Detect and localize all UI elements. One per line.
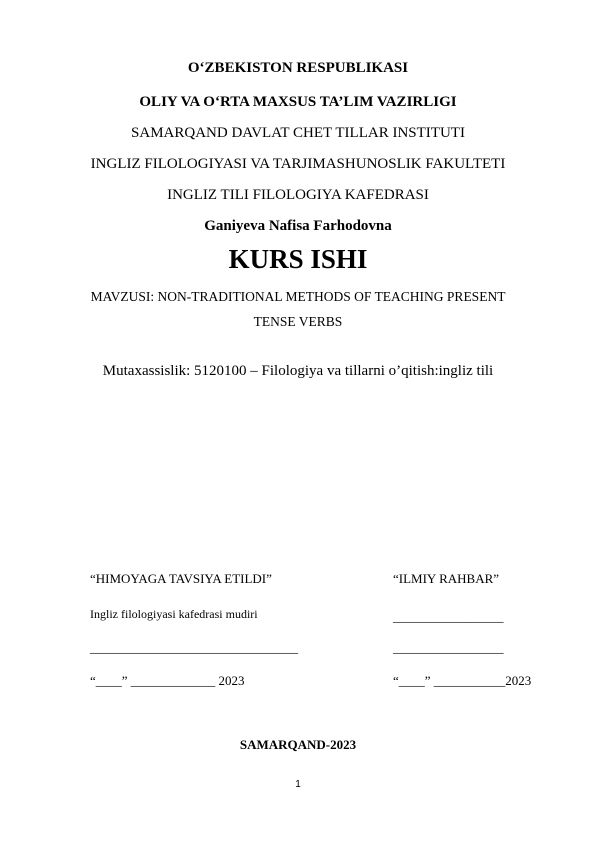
approval-left-signature-line: ________________________________: [90, 640, 298, 655]
topic-line-1: MAVZUSI: NON-TRADITIONAL METHODS OF TEACHING PRESENT: [90, 289, 506, 304]
approval-left-role: Ingliz filologiyasi kafedrasi mudiri: [90, 607, 258, 621]
republic-heading: O‘ZBEKISTON RESPUBLIKASI: [187, 60, 409, 76]
specialty-line: Mutaxassislik: 5120100 – Filologiya va tillarni o’qitish:ingliz tili: [102, 363, 494, 379]
ministry-heading: OLIY VA O‘RTA MAXSUS TA’LIM VAZIRLIGI: [139, 94, 457, 110]
approval-right-line-1: _________________: [393, 609, 504, 624]
city-year: SAMARQAND-2023: [239, 737, 357, 752]
approval-right-date: “____” ___________2023: [393, 673, 532, 688]
approval-right-line-2: _________________: [393, 640, 504, 655]
approval-right-heading: “ILMIY RAHBAR”: [393, 571, 500, 586]
approval-left-date: “____” _____________ 2023: [90, 673, 245, 688]
document-title: KURS ISHI: [228, 244, 368, 274]
institute-heading: SAMARQAND DAVLAT CHET TILLAR INSTITUTI: [131, 125, 465, 141]
page-number: 1: [295, 779, 301, 790]
faculty-heading: INGLIZ FILOLOGIYASI VA TARJIMASHUNOSLIK FAKULTETI: [90, 156, 506, 172]
department-heading: INGLIZ TILI FILOLOGIYA KAFEDRASI: [167, 187, 429, 203]
approval-left-heading: “HIMOYAGA TAVSIYA ETILDI”: [90, 571, 272, 586]
author-name: Ganiyeva Nafisa Farhodovna: [204, 218, 392, 234]
topic-line-2: TENSE VERBS: [253, 314, 343, 329]
